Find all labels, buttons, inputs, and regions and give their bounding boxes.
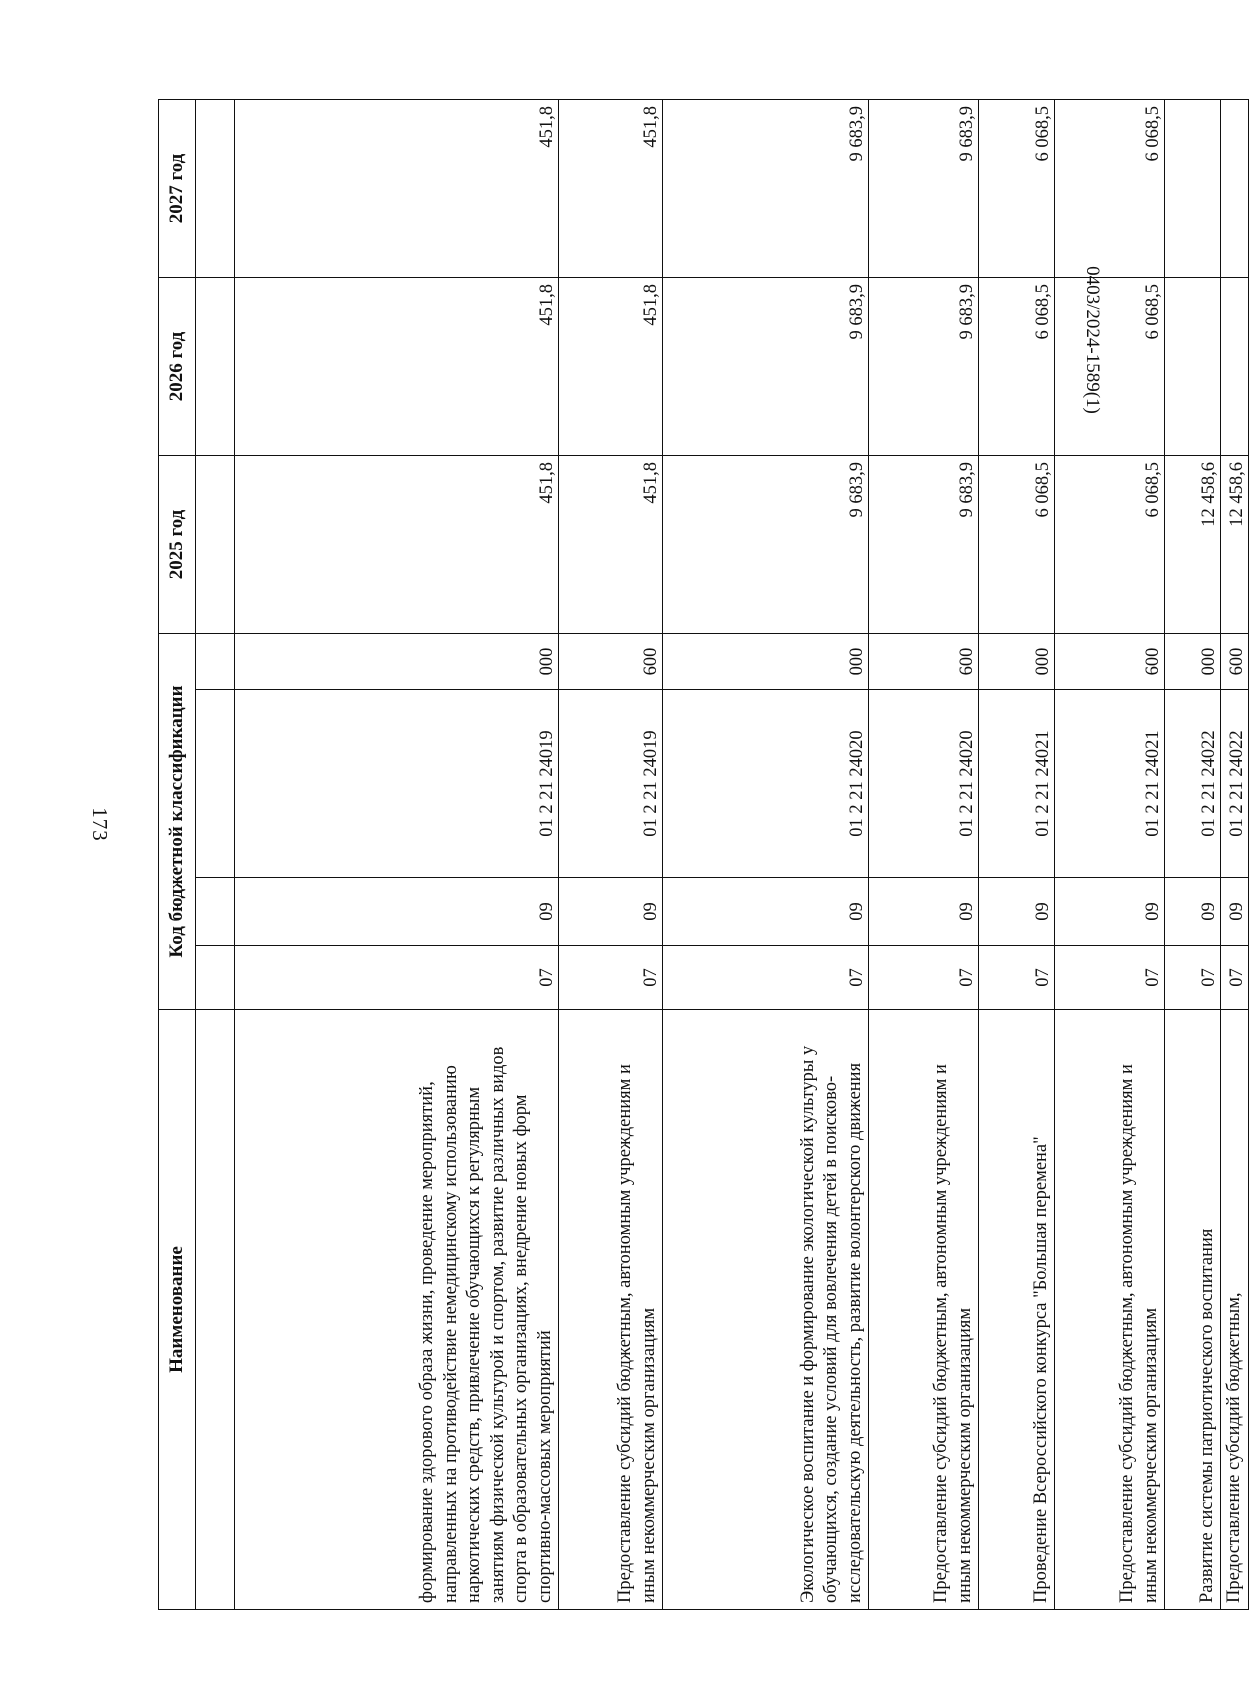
row-code-section: 07 — [559, 946, 663, 1010]
row-value-2026: 6 068,5 — [979, 277, 1055, 455]
row-value-2027 — [1221, 99, 1249, 277]
row-value-2025: 9 683,9 — [869, 455, 979, 633]
row-code-section: 07 — [235, 946, 559, 1010]
row-code-expense-type: 000 — [235, 633, 559, 689]
header-subcell — [196, 946, 235, 1010]
row-code-target: 01 2 21 24022 — [1165, 690, 1221, 878]
row-name: Предоставление субсидий бюджетным, автономным учреждениям и иным некоммерческим организациям — [1055, 1010, 1165, 1610]
row-value-2026: 9 683,9 — [663, 277, 869, 455]
row-name: Предоставление субсидий бюджетным, автономным учреждениям и иным некоммерческим организациям — [869, 1010, 979, 1610]
row-value-2027: 9 683,9 — [663, 99, 869, 277]
row-name: Предоставление субсидий бюджетным, — [1221, 1010, 1249, 1610]
row-value-2026: 6 068,5 — [1055, 277, 1165, 455]
row-value-2027 — [1165, 99, 1221, 277]
header-2027: 2027 год — [159, 99, 196, 277]
table-row — [1055, 99, 1165, 1609]
row-value-2026 — [1221, 277, 1249, 455]
row-name: Предоставление субсидий бюджетным, автономным учреждениям и иным некоммерческим организациям — [559, 1010, 663, 1610]
row-name: Развитие системы патриотического воспитания — [1165, 1010, 1221, 1610]
row-value-2026: 451,8 — [235, 277, 559, 455]
row-code-expense-type: 000 — [1165, 633, 1221, 689]
table-row — [1221, 99, 1249, 1609]
row-value-2025: 12 458,6 — [1221, 455, 1249, 633]
header-name: Наименование — [159, 1010, 196, 1610]
row-code-expense-type: 600 — [869, 633, 979, 689]
row-code-target: 01 2 21 24019 — [235, 690, 559, 878]
row-value-2026: 451,8 — [559, 277, 663, 455]
table-row — [663, 99, 869, 1609]
header-row — [159, 99, 196, 1609]
row-code-subsection: 09 — [559, 878, 663, 946]
header-subcell — [196, 277, 235, 455]
row-code-expense-type: 600 — [1055, 633, 1165, 689]
row-value-2027: 6 068,5 — [1055, 99, 1165, 277]
row-code-subsection: 09 — [1165, 878, 1221, 946]
row-name: Проведение Всероссийского конкурса "Большая перемена" — [979, 1010, 1055, 1610]
row-value-2025: 451,8 — [235, 455, 559, 633]
header-2025: 2025 год — [159, 455, 196, 633]
row-code-section: 07 — [869, 946, 979, 1010]
table-row — [979, 99, 1055, 1609]
row-code-subsection: 09 — [663, 878, 869, 946]
row-code-subsection: 09 — [235, 878, 559, 946]
table-row — [1165, 99, 1221, 1609]
row-code-target: 01 2 21 24019 — [559, 690, 663, 878]
row-name: формирование здорового образа жизни, проведение мероприятий, направленных на противодействие немедицинскому использованию наркотических средств, привлечение обучающихся к регулярным занятиям физической культурой и спортом, развитие различных видов спорта в образовательных организациях, внедрение новых форм спортивно-массовых мероприятий — [235, 1010, 559, 1610]
row-name: Экологическое воспитание и формирование экологической культуры у обучающихся, создание условий для вовлечения детей в поисково-исследовательскую деятельность, развитие волонтерского движения — [663, 1010, 869, 1610]
row-code-subsection: 09 — [1221, 878, 1249, 946]
row-value-2027: 451,8 — [559, 99, 663, 277]
row-code-target: 01 2 21 24020 — [663, 690, 869, 878]
row-value-2026: 9 683,9 — [869, 277, 979, 455]
row-code-section: 07 — [1165, 946, 1221, 1010]
row-code-expense-type: 600 — [1221, 633, 1249, 689]
row-value-2027: 6 068,5 — [979, 99, 1055, 277]
row-value-2027: 9 683,9 — [869, 99, 979, 277]
row-code-expense-type: 000 — [979, 633, 1055, 689]
header-subcell — [196, 99, 235, 277]
header-subcell — [196, 878, 235, 946]
header-subcell — [196, 690, 235, 878]
table-row — [235, 99, 559, 1609]
page-number: 173 — [87, 807, 112, 842]
row-value-2025: 9 683,9 — [663, 455, 869, 633]
row-code-section: 07 — [663, 946, 869, 1010]
table-row — [559, 99, 663, 1609]
header-2026: 2026 год — [159, 277, 196, 455]
header-subcell — [196, 455, 235, 633]
row-value-2026 — [1165, 277, 1221, 455]
header-budget-code: Код бюджетной классификации — [159, 633, 196, 1009]
header-subcell — [196, 633, 235, 689]
row-code-target: 01 2 21 24020 — [869, 690, 979, 878]
row-code-target: 01 2 21 24021 — [1055, 690, 1165, 878]
row-value-2025: 12 458,6 — [1165, 455, 1221, 633]
row-code-subsection: 09 — [1055, 878, 1165, 946]
row-value-2027: 451,8 — [235, 99, 559, 277]
row-code-expense-type: 000 — [663, 633, 869, 689]
row-value-2025: 6 068,5 — [1055, 455, 1165, 633]
header-subcell — [196, 1010, 235, 1610]
row-code-section: 07 — [1221, 946, 1249, 1010]
document-id: 0403/2024-1589(1) — [1082, 266, 1103, 414]
header-subrow — [196, 99, 235, 1609]
row-code-target: 01 2 21 24022 — [1221, 690, 1249, 878]
row-code-subsection: 09 — [979, 878, 1055, 946]
row-code-target: 01 2 21 24021 — [979, 690, 1055, 878]
row-code-section: 07 — [979, 946, 1055, 1010]
row-code-expense-type: 600 — [559, 633, 663, 689]
row-code-section: 07 — [1055, 946, 1165, 1010]
row-code-subsection: 09 — [869, 878, 979, 946]
row-value-2025: 451,8 — [559, 455, 663, 633]
row-value-2025: 6 068,5 — [979, 455, 1055, 633]
table-row — [869, 99, 979, 1609]
